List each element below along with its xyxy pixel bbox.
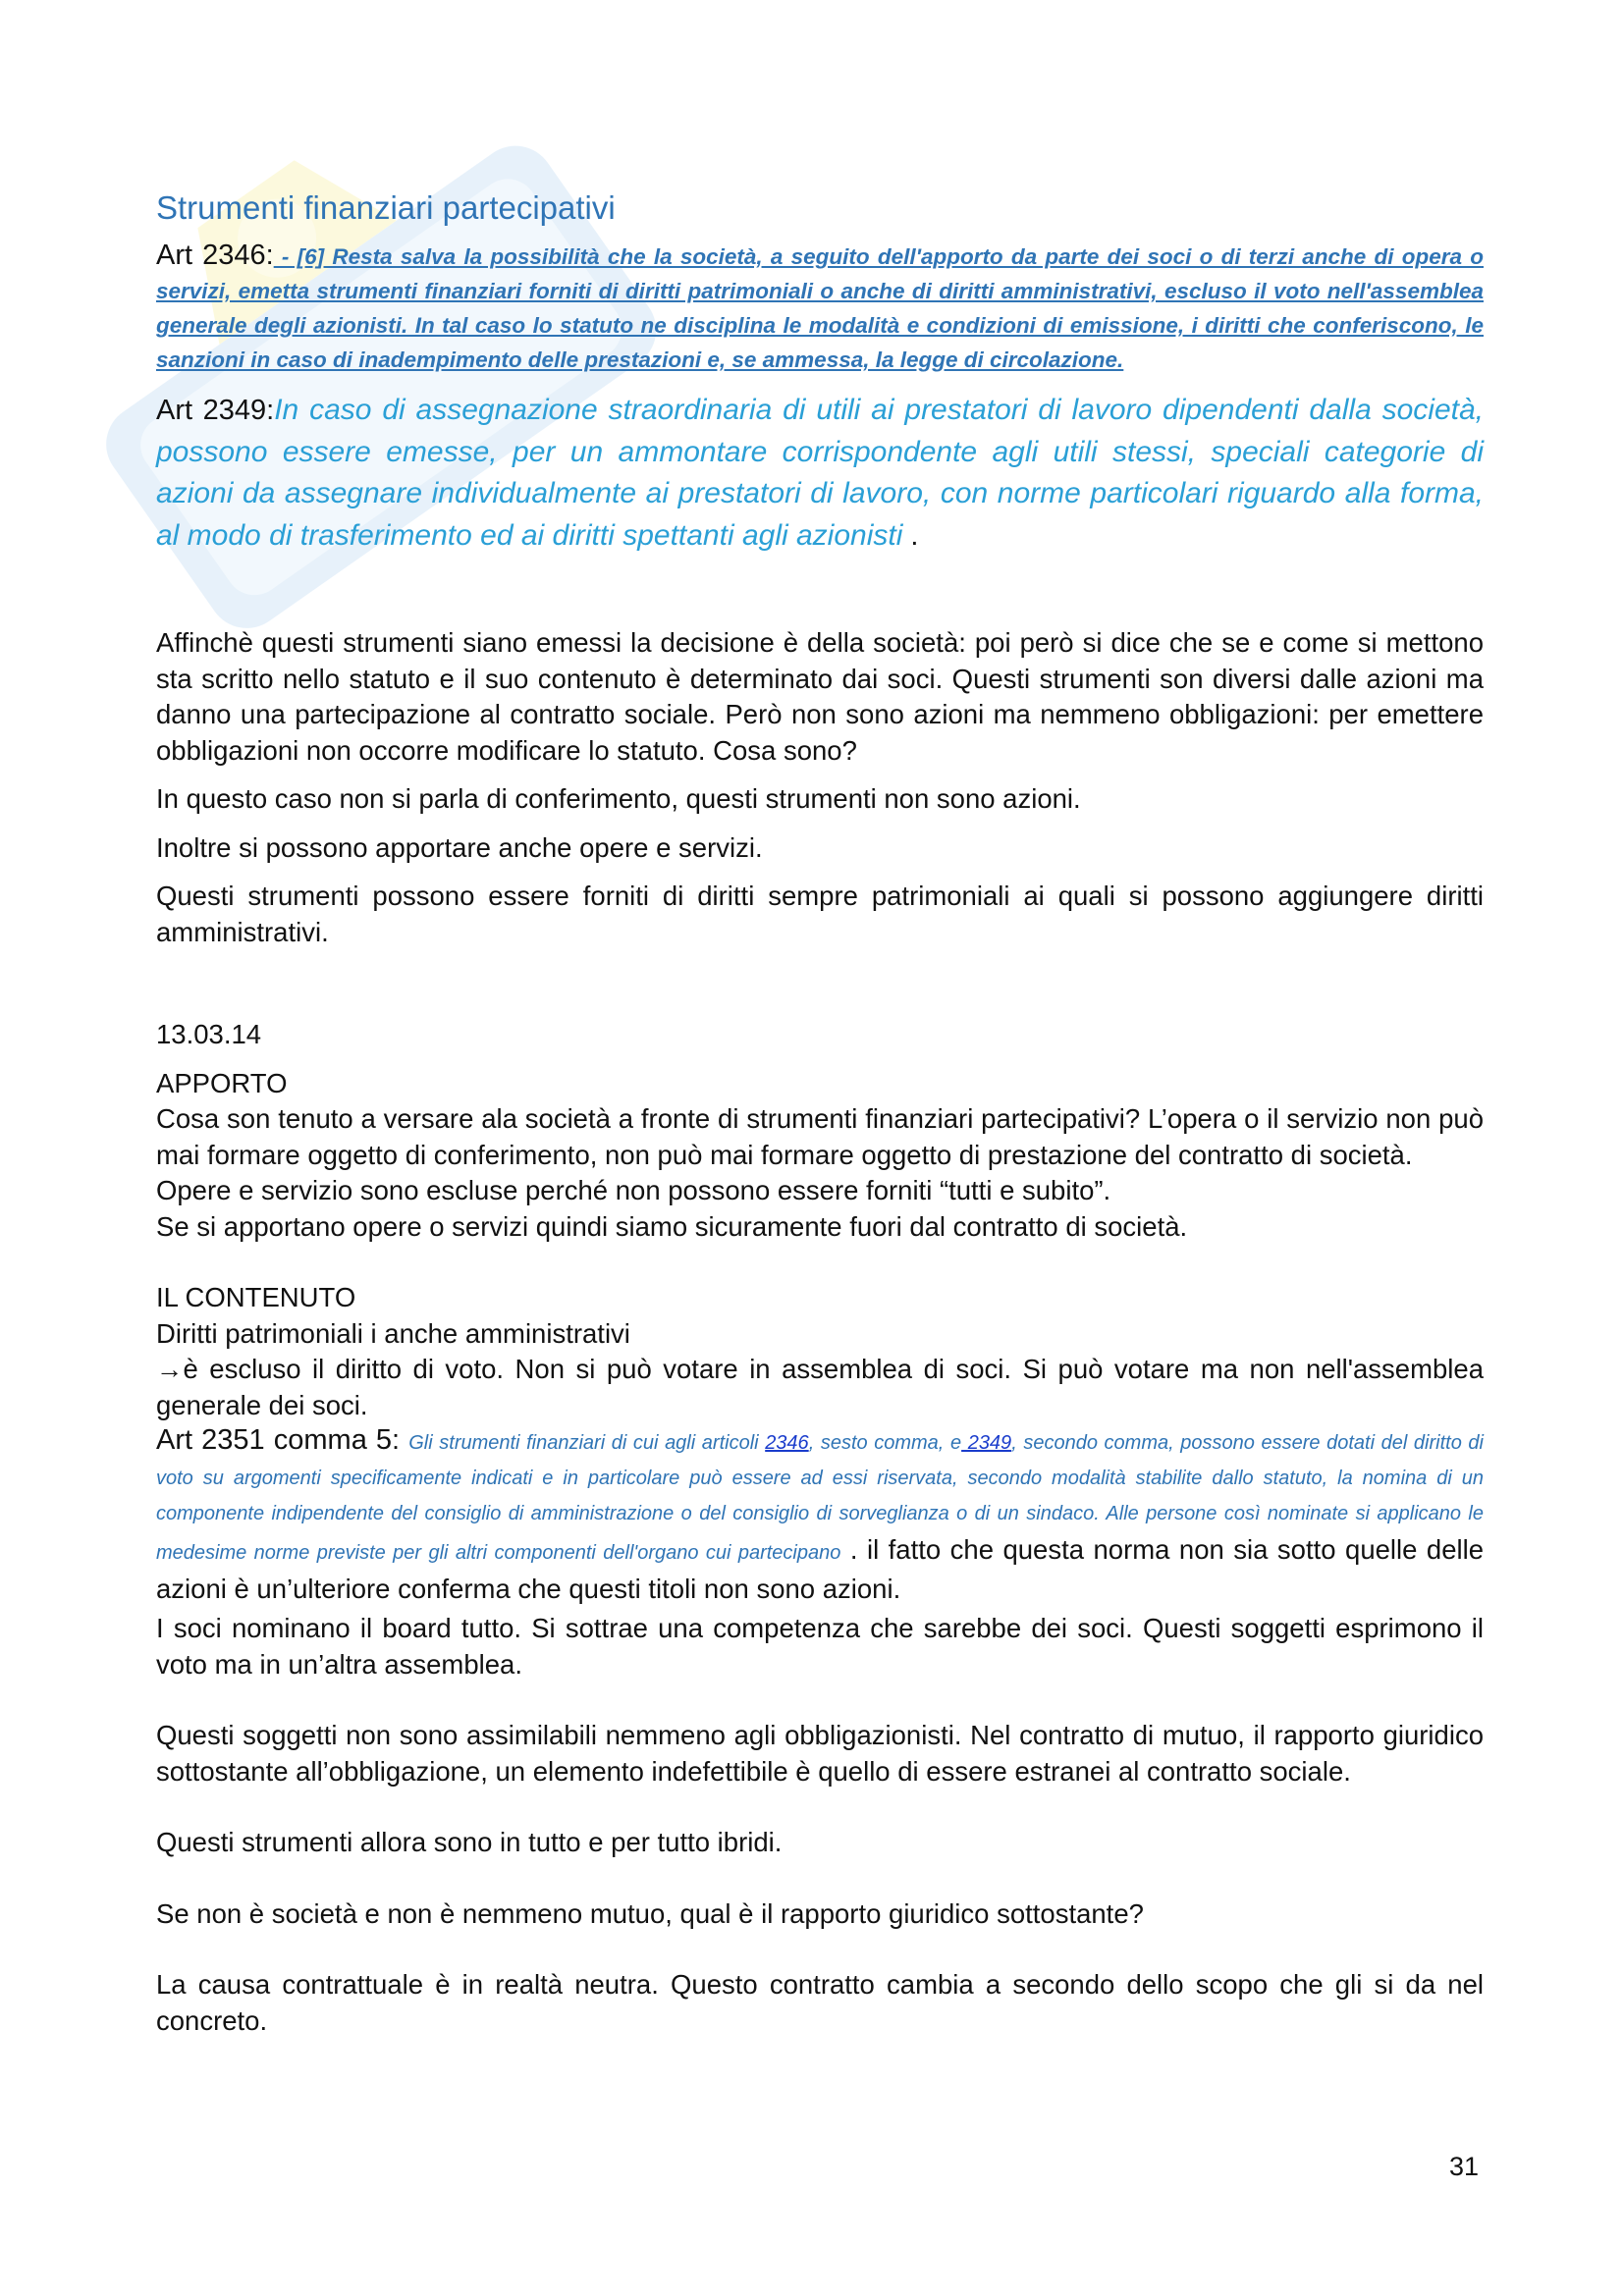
article-2351	[156, 1423, 1484, 1611]
paragraph: Opere e servizio sono escluse perché non possono essere forniti “tutti e subito”.	[156, 1175, 1111, 1205]
article-2346-label: Art 2346:	[156, 240, 274, 271]
paragraph: Cosa son tenuto a versare ala società a fronte di strumenti finanziari partecipativi? L’opera o il servizio non può mai formare oggetto di conferimento, non può mai formare oggetto di prestazione del contratto di società.	[156, 1103, 1484, 1170]
section-heading: Strumenti finanziari partecipativi	[156, 189, 616, 226]
contenuto-title: IL CONTENUTO	[156, 1282, 356, 1312]
article-2349-label: Art 2349:	[156, 395, 275, 426]
article-2351-quote-part: , sesto comma, e	[808, 1432, 962, 1454]
paragraph: →è escluso il diritto di voto. Non si può votare in assemblea di soci. Si può votare ma non nell'assemblea generale dei soci.	[156, 1354, 1484, 1420]
date-line: 13.03.14	[156, 1019, 262, 1049]
article-link-2349[interactable]: 2349	[961, 1432, 1012, 1454]
paragraph: La causa contrattuale è in realtà neutra. Questo contratto cambia a secondo dello scopo che gli si da nel concreto.	[156, 1969, 1484, 2036]
contenuto-subtitle: Diritti patrimoniali i anche amministrativi	[156, 1317, 630, 1349]
page-number: 31	[1449, 2152, 1480, 2181]
paragraph: Questi strumenti allora sono in tutto e per tutto ibridi.	[156, 1827, 783, 1857]
paragraph: I soci nominano il board tutto. Si sottrae una competenza che sarebbe dei soci. Questi soggetti esprimono il voto ma in un’altra assemblea.	[156, 1613, 1484, 1680]
article-link-2346[interactable]: 2346	[765, 1432, 809, 1454]
article-2351-quote-part: Gli strumenti finanziari di cui agli articoli	[408, 1432, 766, 1454]
article-2349-tail: .	[902, 519, 919, 552]
paragraph: Se non è società e non è nemmeno mutuo, qual è il rapporto giuridico sottostante?	[156, 1897, 1144, 1929]
paragraph: Questi strumenti possono essere forniti di diritti sempre patrimoniali ai quali si possono aggiungere diritti amministrativi.	[156, 881, 1484, 947]
paragraph: Inoltre si possono apportare anche opere e servizi.	[156, 831, 763, 863]
article-2351-quote-part: , secondo comma, possono essere dotati del diritto di voto su argomenti specificamente indicati e in particolare può essere ad essi riservata, secondo modalità stabilite dallo statuto, la nomina di un componente indipendente del consiglio di amministrazione o del consiglio di sorveglianza o di un sindaco. Alle persone così nominate si applicano le medesime norme previste per gli altri componenti dell'organo cui partecipano	[156, 1432, 1484, 1564]
paragraph: Questi soggetti non sono assimilabili nemmeno agli obbligazionisti. Nel contratto di mutuo, il rapporto giuridico sottostante all’obbligazione, un elemento indefettibile è quello di essere estranei al contratto sociale.	[156, 1720, 1484, 1787]
apporto-title: APPORTO	[156, 1067, 288, 1098]
article-2349	[156, 392, 1484, 559]
paragraph: Affinchè questi strumenti siano emessi la decisione è della società: poi però si dice che se e come si mettono sta scritto nello statuto e il suo contenuto è determinato dai soci. Questi strumenti son diversi dalle azioni ma danno una partecipazione al contratto sociale. Però non sono azioni ma nemmeno obbligazioni: per emettere obbligazioni non occorre modificare lo statuto. Cosa sono?	[156, 627, 1484, 766]
article-2351-tail: . il fatto che questa norma non sia sotto quelle delle azioni è un’ulteriore conferma che questi titoli non sono azioni.	[156, 1534, 1484, 1604]
paragraph: In questo caso non si parla di conferimento, questi strumenti non sono azioni.	[156, 783, 1081, 814]
article-2351-label: Art 2351 comma 5:	[156, 1424, 409, 1456]
paragraph: Se si apportano opere o servizi quindi siamo sicuramente fuori dal contratto di società.	[156, 1210, 1188, 1242]
article-2349-quote: In caso di assegnazione straordinaria di utili ai prestatori di lavoro dipendenti dalla società, possono essere emesse, per un ammontare corrispondente agli utili stessi, speciali categorie di azioni da assegnare individualmente ai prestatori di lavoro, con norme particolari riguardo alla forma, al modo di trasferimento ed ai diritti spettanti agli azionisti	[156, 394, 1484, 552]
article-2346-quote: - [6] Resta salva la possibilità che la società, a seguito dell'apporto da parte dei soci o di terzi anche di opera o servizi, emetta strumenti finanziari forniti di diritti patrimoniali o anche di diritti amministrativi, escluso il voto nell'assemblea generale degli azionisti. In tal caso lo statuto ne disciplina le modalità e condizioni di emissione, i diritti che conferiscono, le sanzioni in caso di inadempimento delle prestazioni e, se ammessa, la legge di circolazione.	[156, 244, 1485, 372]
article-2346	[156, 240, 1484, 379]
document-body	[156, 187, 1484, 2039]
